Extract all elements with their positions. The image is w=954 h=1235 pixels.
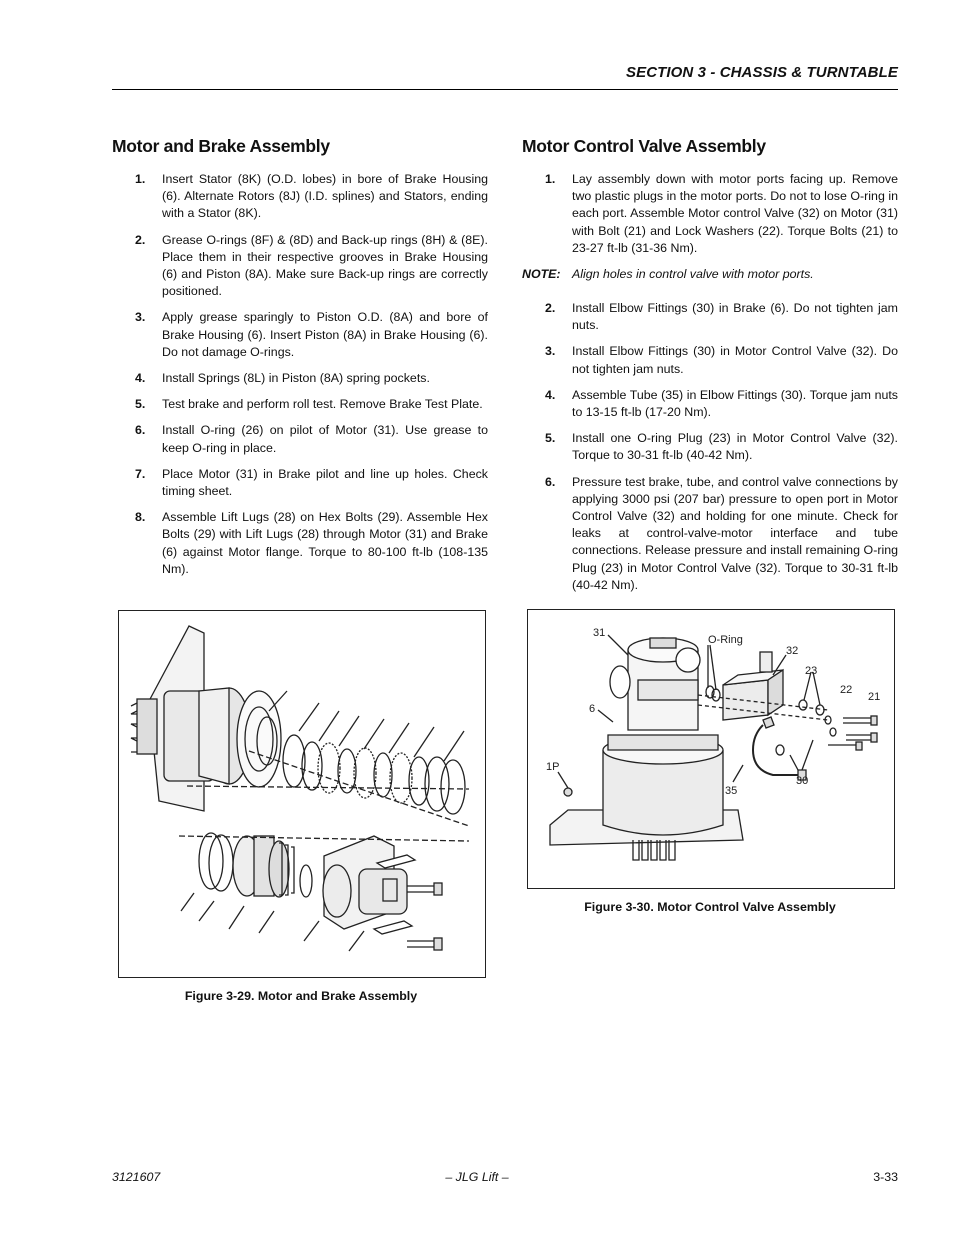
step-text: Install O-ring (26) on pilot of Motor (31). Use grease to keep O-ring in place. — [162, 423, 488, 455]
figure-3-30-caption: Figure 3-30. Motor Control Valve Assembly — [584, 900, 836, 914]
step-number: 6. — [135, 423, 146, 438]
page-number: 3-33 — [873, 1170, 898, 1184]
step-number: 6. — [545, 474, 556, 489]
label-23: 23 — [805, 665, 818, 677]
step-number: 4. — [545, 387, 556, 402]
list-item — [112, 466, 488, 500]
step-number: 2. — [545, 301, 556, 316]
step-text: Pressure test brake, tube, and control valve connections by applying 3000 psi (207 bar) pressure to open port in Motor Control Valve (32) and holding for one minute. Check for leaks at control-valve-motor interface and tube connections. Release pressure and install remaining O-ring Plug (23) in Motor Control Valve (32). Torque to 30-31 ft-lb (40-42 Nm). — [572, 474, 898, 592]
note-label: NOTE: — [522, 267, 561, 282]
motor-brake-drawing — [119, 611, 485, 977]
step-number: 2. — [135, 232, 146, 247]
step-text: Install Elbow Fittings (30) in Motor Control Valve (32). Do not tighten jam nuts. — [572, 344, 898, 376]
list-item — [522, 171, 898, 257]
list-item — [522, 387, 898, 421]
control-valve-steps-part1 — [522, 171, 898, 257]
motor-brake-heading: Motor and Brake Assembly — [112, 136, 330, 156]
list-item — [112, 171, 488, 223]
step-text: Install Springs (8L) in Piston (8A) spring pockets. — [162, 371, 430, 386]
footer-brand: – JLG Lift – — [445, 1170, 509, 1184]
list-item — [112, 422, 488, 456]
list-item — [112, 509, 488, 578]
label-21: 21 — [868, 691, 881, 703]
step-text: Install one O-ring Plug (23) in Motor Control Valve (32). Torque to 30-31 ft-lb (40-42 Nm). — [572, 431, 898, 463]
label-30: 30 — [796, 775, 809, 787]
step-number: 7. — [135, 466, 146, 481]
label-31: 31 — [593, 627, 606, 639]
list-item — [522, 300, 898, 334]
label-o-ring: O-Ring — [708, 634, 743, 646]
section-title: SECTION 3 - CHASSIS & TURNTABLE — [625, 64, 898, 81]
control-valve-figure — [527, 609, 895, 889]
list-item — [522, 343, 898, 377]
label-22: 22 — [840, 684, 853, 696]
step-text: Place Motor (31) in Brake pilot and line up holes. Check timing sheet. — [162, 466, 488, 499]
step-text: Test brake and perform roll test. Remove Brake Test Plate. — [162, 397, 483, 412]
step-number: 8. — [135, 510, 146, 525]
motor-brake-steps — [112, 171, 488, 578]
header-rule — [112, 89, 898, 90]
step-text: Grease O-rings (8F) & (8D) and Back-up rings (8H) & (8E). Place them in their respective grooves in Brake Housing (6) and Piston (8A). Make sure Back-up rings are correctly positioned. — [162, 232, 488, 299]
list-item — [112, 309, 488, 361]
motor-brake-figure — [118, 610, 486, 978]
step-number: 5. — [135, 397, 146, 412]
list-item — [112, 396, 488, 413]
step-text: Apply grease sparingly to Piston O.D. (8A) and bore of Brake Housing (6). Insert Piston (8A) in Brake Housing (6). Do not damage O-rings. — [162, 310, 488, 359]
step-number: 3. — [135, 310, 146, 325]
step-text: Assemble Lift Lugs (28) on Hex Bolts (29). Assemble Hex Bolts (29) with Lift Lugs (28) through Motor (31) and Brake (6) against Motor flange. Torque to 80-100 ft-lb (108-135 Nm). — [162, 510, 488, 576]
control-valve-steps-part2 — [522, 300, 898, 594]
list-item — [112, 370, 488, 387]
step-text: Assemble Tube (35) in Elbow Fittings (30). Torque jam nuts to 13-15 ft-lb (17-20 Nm). — [572, 387, 898, 420]
control-valve-heading: Motor Control Valve Assembly — [522, 136, 766, 156]
list-item — [522, 430, 898, 464]
step-text: Insert Stator (8K) (O.D. lobes) in bore of Brake Housing (6). Alternate Rotors (8J) (I.D. splines) and Stators, ending with a Stator (8K). — [162, 172, 488, 221]
control-valve-drawing — [528, 610, 894, 888]
step-number: 4. — [135, 371, 146, 386]
left-column — [112, 136, 488, 587]
doc-number: 3121607 — [112, 1170, 161, 1184]
list-item — [522, 474, 898, 594]
note — [522, 266, 898, 283]
note-text: Align holes in control valve with motor ports. — [572, 267, 814, 282]
step-text: Install Elbow Fittings (30) in Brake (6). Do not tighten jam nuts. — [572, 301, 898, 333]
figure-3-29-caption: Figure 3-29. Motor and Brake Assembly — [184, 989, 418, 1003]
step-number: 5. — [545, 431, 556, 446]
label-32: 32 — [786, 645, 799, 657]
label-1p: 1P — [546, 761, 560, 773]
label-6: 6 — [589, 703, 596, 715]
step-number: 1. — [135, 172, 146, 186]
step-text: Lay assembly down with motor ports facing up. Remove two plastic plugs in the motor ports. Do not to lose O-ring in each port. Assemble Motor control Valve (32) on Motor (31) with Bolt (21) and Lock Washers (22). Torque Bolts (21) to 23-27 ft-lb (31-36 Nm). — [572, 172, 898, 255]
list-item — [112, 232, 488, 301]
right-column — [522, 136, 898, 603]
step-number: 3. — [545, 344, 556, 359]
label-35: 35 — [725, 785, 738, 797]
step-number: 1. — [545, 172, 556, 186]
